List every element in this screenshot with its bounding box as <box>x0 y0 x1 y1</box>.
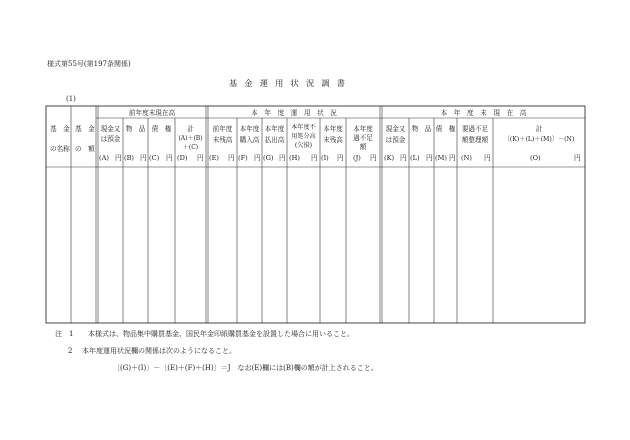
fund-name-header-2: の名称 <box>50 145 70 153</box>
col-d-formula-2: ＋(C) <box>182 144 199 151</box>
col-j-code: (J) <box>353 154 361 162</box>
group-header-current-year: 本 年 度 末 現 在 高 <box>440 109 527 117</box>
note-1-label: 注 1 <box>55 330 74 338</box>
col-e-label: 前年度 <box>212 125 233 133</box>
note-1-text: 本様式は、物品集中購買基金、国民年金印紙購買基金を設置した場合に用いること。 <box>88 330 354 338</box>
col-m-code: (M) <box>435 154 447 162</box>
col-h-code: (H) <box>289 154 300 162</box>
col-e-code: (E) <box>209 154 219 162</box>
col-b-unit: 円 <box>140 154 147 162</box>
col-l-code: (L) <box>410 154 420 162</box>
col-d-code: (D) <box>177 154 188 162</box>
fund-amount-header-2: の 額 <box>75 145 95 153</box>
col-o-formula: 〔(K)＋(L)＋(M)〕－(N) <box>503 136 575 143</box>
col-c-code: (C) <box>149 154 160 162</box>
col-b-label: 物 品 <box>125 125 146 133</box>
col-n-label: 要過不足 <box>461 125 489 133</box>
col-d-formula-1: (A)＋(B) <box>178 135 203 142</box>
form-number: 様式第55号(第197条関係) <box>47 60 131 68</box>
col-f-code: (F) <box>238 154 248 162</box>
col-i-code: (I) <box>321 154 329 162</box>
group-header-operations: 本 年 度 運 用 状 況 <box>251 109 337 117</box>
col-g-label-2: 払出高 <box>264 136 285 144</box>
col-k-code: (K) <box>384 154 395 162</box>
col-d-label: 計 <box>187 125 194 133</box>
col-h-unit: 円 <box>311 154 318 162</box>
col-a-label-2: は預金 <box>100 135 121 143</box>
fund-amount-header-1: 基 金 <box>75 125 95 133</box>
col-e-label-2: 末残高 <box>212 136 233 144</box>
col-h-label-3: (欠損) <box>294 142 313 149</box>
col-o-label: 計 <box>535 125 543 133</box>
col-a-label: 現金又 <box>100 125 121 133</box>
col-n-unit: 円 <box>484 154 491 162</box>
col-j-label-2: 過不足 <box>353 134 373 142</box>
col-j-label-3: 額 <box>359 143 367 151</box>
col-f-label: 本年度 <box>239 125 260 133</box>
col-m-unit: 円 <box>449 154 456 162</box>
group-header-prev-year: 前年度末現在高 <box>128 109 176 117</box>
col-o-code: (O) <box>530 154 541 162</box>
note-formula: 〔(G)＋(I)〕－〔(E)＋(F)＋(H)〕＝J なお(E)欄には(B)欄の額が計上されること。 <box>113 364 378 372</box>
col-c-unit: 円 <box>166 154 173 162</box>
col-j-unit: 円 <box>370 154 377 162</box>
col-n-code: (N) <box>461 154 472 162</box>
col-k-label-2: は預金 <box>385 136 406 144</box>
col-i-unit: 円 <box>337 154 344 162</box>
col-k-unit: 円 <box>400 154 407 162</box>
col-i-label: 本年度 <box>323 125 343 133</box>
col-a-unit: 円 <box>115 154 122 162</box>
table-number: (1) <box>66 95 76 103</box>
col-m-label: 債 権 <box>435 125 456 133</box>
col-l-label: 物 品 <box>411 125 432 133</box>
col-k-label: 現金又 <box>385 125 406 133</box>
document-title: 基金運用状況調書 <box>229 78 353 88</box>
col-d-unit: 円 <box>197 154 204 162</box>
col-f-unit: 円 <box>254 154 261 162</box>
col-e-unit: 円 <box>228 154 235 162</box>
col-f-label-2: 購入高 <box>239 136 260 144</box>
col-o-unit: 円 <box>574 154 581 162</box>
note-2-text: 本年度運用状況欄の関係は次のようになること。 <box>82 347 236 355</box>
col-h-label: 本年度不 <box>291 124 316 131</box>
col-b-code: (B) <box>124 154 134 162</box>
col-g-unit: 円 <box>279 154 286 162</box>
col-g-code: (G) <box>263 154 274 162</box>
col-c-label: 債 権 <box>151 125 172 133</box>
col-n-label-2: 額整理額 <box>461 136 489 144</box>
col-i-label-2: 末残高 <box>323 136 343 144</box>
col-a-code: (A) <box>99 154 109 162</box>
fund-name-header-1: 基 金 <box>50 125 70 133</box>
col-j-label: 本年度 <box>353 125 373 133</box>
note-2-label: 2 <box>68 347 73 355</box>
col-l-unit: 円 <box>426 154 433 162</box>
col-h-label-2: 用処分高 <box>291 133 316 140</box>
col-g-label: 本年度 <box>264 125 285 133</box>
